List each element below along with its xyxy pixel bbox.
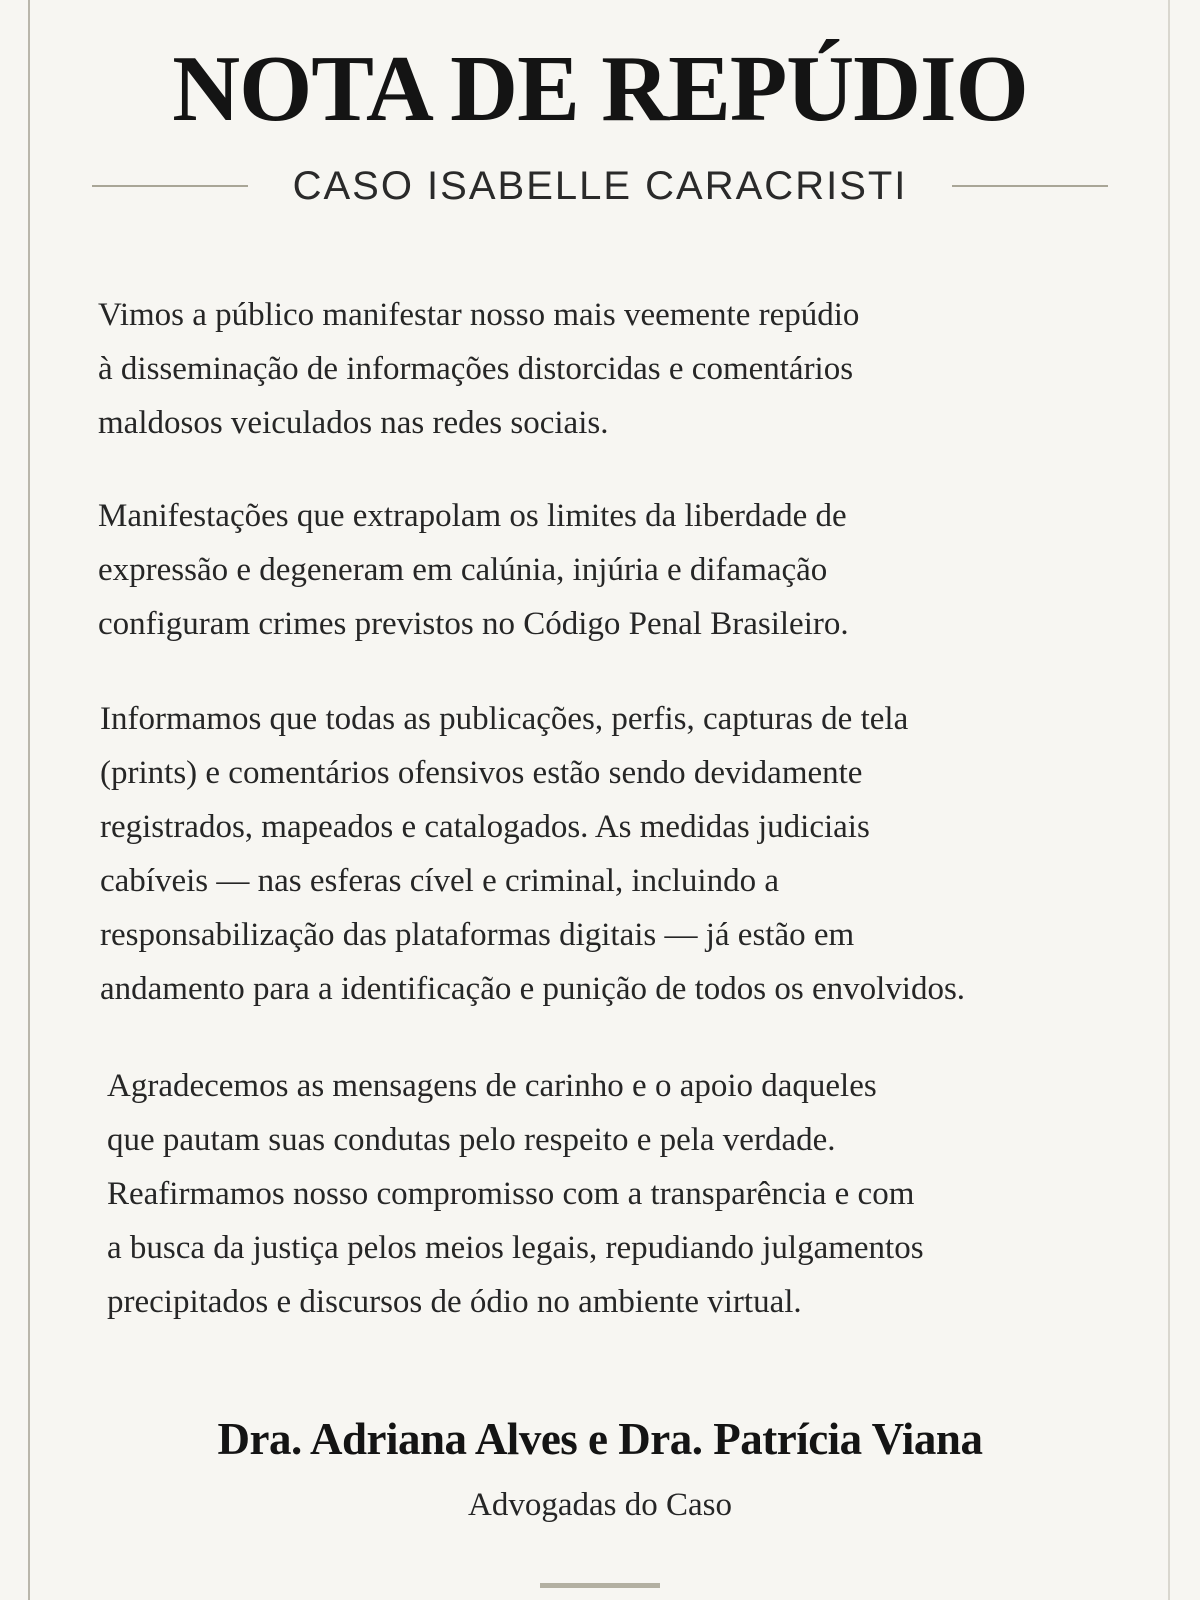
paragraph-line: Agradecemos as mensagens de carinho e o apoio daqueles (107, 1068, 877, 1104)
right-border (1168, 0, 1170, 1600)
page-title: NOTA DE REPÚDIO (172, 37, 1028, 141)
paragraph-line: maldosos veiculados nas redes sociais. (98, 405, 609, 441)
paragraph-line: configuram crimes previstos no Código Penal Brasileiro. (98, 606, 849, 642)
paragraph-line: andamento para a identificação e punição de todos os envolvidos. (100, 971, 966, 1007)
signature-names: Dra. Adriana Alves e Dra. Patrícia Viana (217, 1414, 983, 1464)
paragraph-line: precipitados e discursos de ódio no ambiente virtual. (107, 1284, 802, 1320)
case-subtitle: CASO ISABELLE CARACRISTI (292, 164, 908, 208)
signature-role: Advogadas do Caso (468, 1487, 732, 1523)
paragraph-line: à disseminação de informações distorcidas e comentários (98, 351, 854, 387)
left-border (28, 0, 30, 1600)
paragraph-line: registrados, mapeados e catalogados. As medidas judiciais (100, 809, 870, 845)
paragraph-line: expressão e degeneram em calúnia, injúria e difamação (98, 552, 828, 588)
bottom-divider (540, 1583, 660, 1588)
paragraph-line: a busca da justiça pelos meios legais, repudiando julgamentos (107, 1230, 924, 1266)
paragraph-line: (prints) e comentários ofensivos estão sendo devidamente (100, 755, 863, 791)
paragraph-line: responsabilização das plataformas digitais — já estão em (100, 917, 855, 953)
subtitle-left-rule (92, 185, 248, 187)
subtitle-row (0, 160, 1200, 212)
paragraph-line: Manifestações que extrapolam os limites da liberdade de (98, 498, 847, 534)
subtitle-right-rule (952, 185, 1108, 187)
paragraph-line: Vimos a público manifestar nosso mais veemente repúdio (98, 297, 860, 333)
paragraph-medidas (100, 692, 965, 1016)
paragraph-agradecimento (107, 1059, 924, 1329)
paragraph-line: cabíveis — nas esferas cível e criminal, incluindo a (100, 863, 779, 899)
paragraph-crimes (98, 489, 849, 651)
paragraph-line: que pautam suas condutas pelo respeito e pela verdade. (107, 1122, 836, 1158)
paragraph-line: Informamos que todas as publicações, perfis, capturas de tela (100, 701, 909, 737)
paragraph-line: Reafirmamos nosso compromisso com a transparência e com (107, 1176, 915, 1212)
paragraph-repudio (98, 288, 859, 450)
